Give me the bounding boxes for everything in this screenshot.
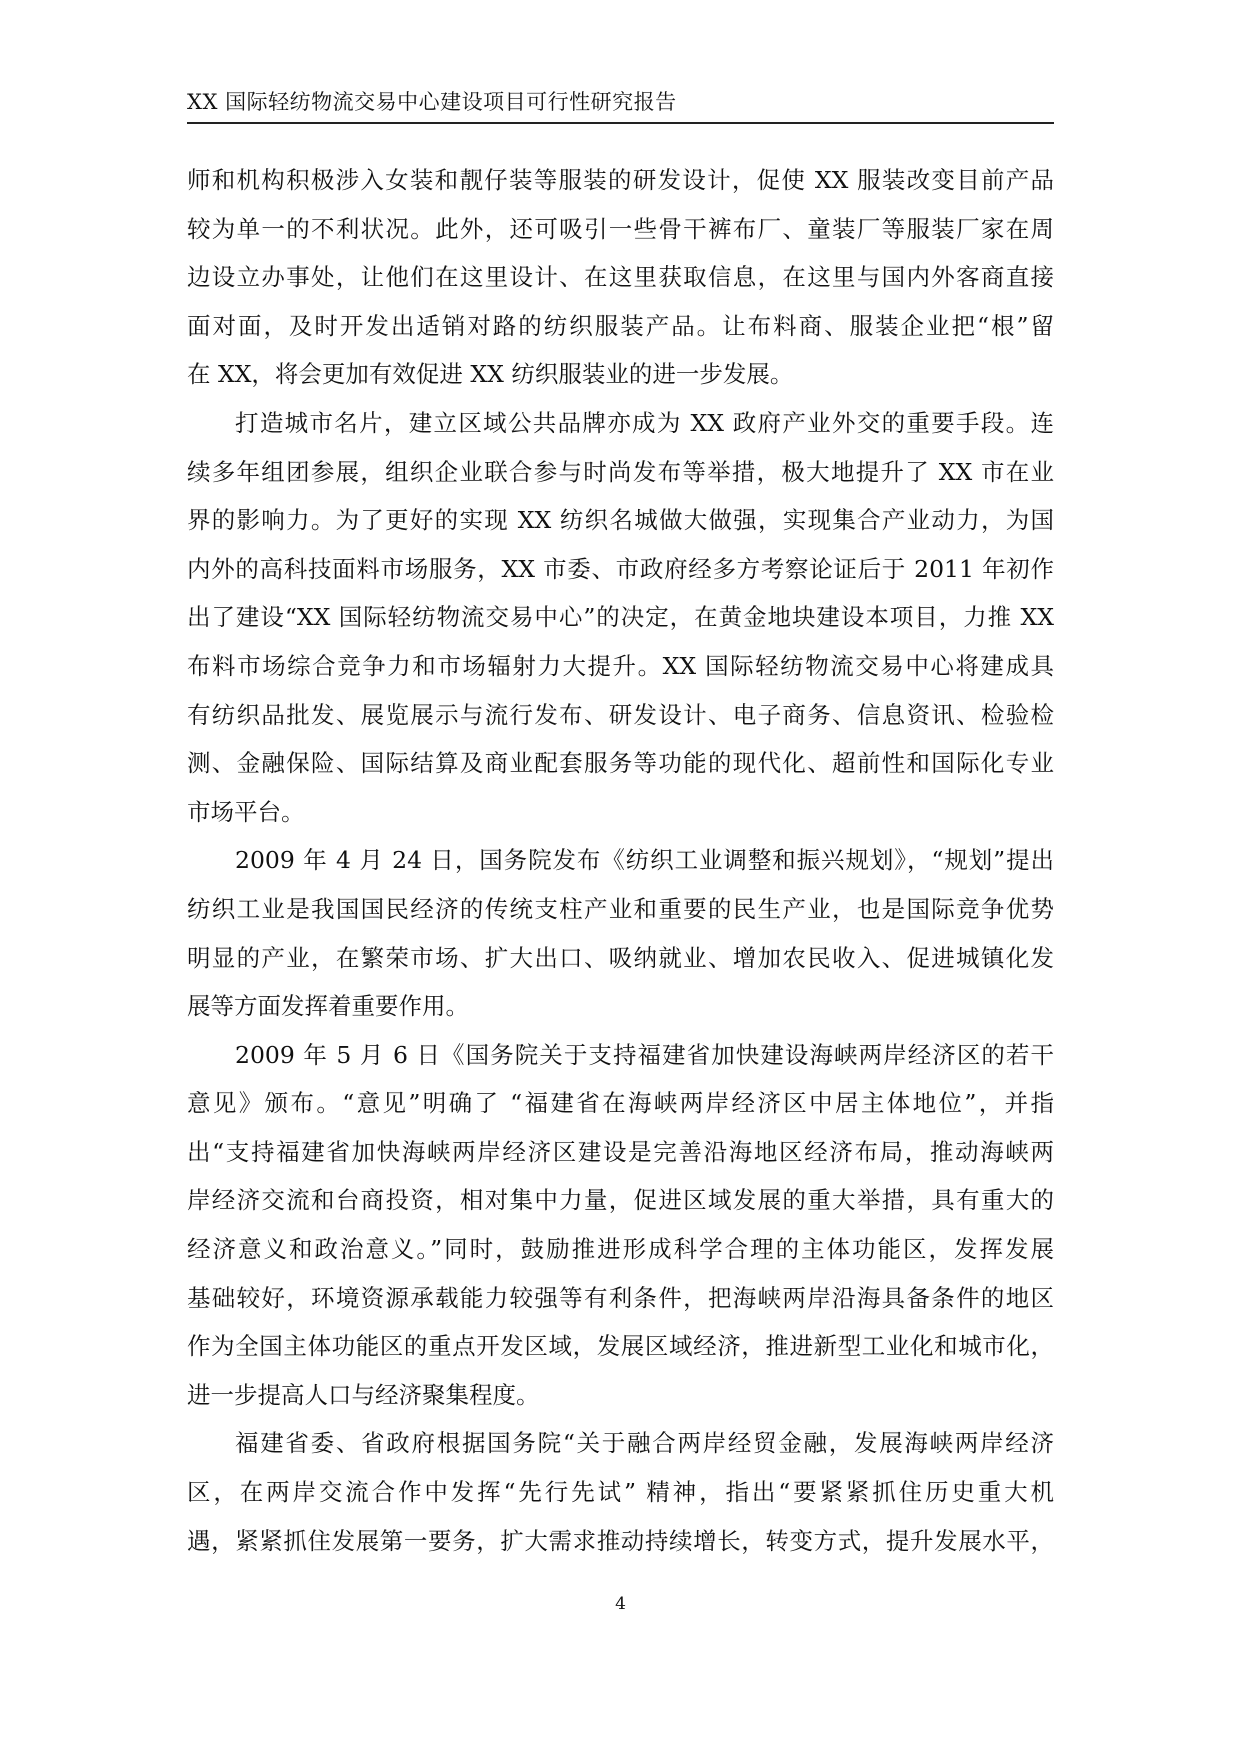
paragraph-line: 在 XX，将会更加有效促进 XX 纺织服装业的进一步发展。 <box>187 360 794 389</box>
paragraph-line: 有纺织品批发、展览展示与流行发布、研发设计、电子商务、信息资讯、检验检 <box>187 700 1054 729</box>
paragraph-line: 出“支持福建省加快海峡两岸经济区建设是完善沿海地区经济布局，推动海峡两 <box>187 1137 1054 1166</box>
paragraph-line: 面对面，及时开发出适销对路的纺织服装产品。让布料商、服装企业把“根”留 <box>187 311 1054 340</box>
paragraph-line: 作为全国主体功能区的重点开发区域，发展区域经济，推进新型工业化和城市化， <box>187 1332 1054 1361</box>
paragraph-line: 进一步提高人口与经济聚集程度。 <box>187 1380 540 1409</box>
paragraph-2 <box>187 399 1054 836</box>
paragraph-line: 展等方面发挥着重要作用。 <box>187 992 469 1021</box>
paragraph-line: 经济意义和政治意义。”同时，鼓励推进形成科学合理的主体功能区，发挥发展 <box>187 1235 1054 1264</box>
paragraph-4 <box>187 1031 1054 1420</box>
paragraph-line: 区，在两岸交流合作中发挥“先行先试” 精神，指出“要紧紧抓住历史重大机 <box>187 1478 1054 1507</box>
paragraph-line: 界的影响力。为了更好的实现 XX 纺织名城做大做强，实现集合产业动力，为国 <box>187 506 1054 535</box>
paragraph-line: 师和机构积极涉入女装和靓仔装等服装的研发设计，促使 XX 服装改变目前产品 <box>187 166 1054 194</box>
paragraph-line: 纺织工业是我国国民经济的传统支柱产业和重要的民生产业，也是国际竞争优势 <box>187 894 1054 923</box>
paragraph-line: 意见》颁布。“意见”明确了 “福建省在海峡两岸经济区中居主体地位”，并指 <box>187 1089 1054 1118</box>
paragraph-line: 福建省委、省政府根据国务院“关于融合两岸经贸金融，发展海峡两岸经济 <box>235 1429 1054 1458</box>
paragraph-5 <box>187 1419 1054 1565</box>
paragraph-line: 较为单一的不利状况。此外，还可吸引一些骨干裤布厂、童装厂等服装厂家在周 <box>187 214 1054 243</box>
paragraph-line: 测、金融保险、国际结算及商业配套服务等功能的现代化、超前性和国际化专业 <box>187 749 1054 778</box>
paragraph-line: 市场平台。 <box>187 797 305 826</box>
paragraph-line: 出了建设“XX 国际轻纺物流交易中心”的决定，在黄金地块建设本项目，力推 XX <box>187 603 1054 632</box>
paragraph-line: 遇，紧紧抓住发展第一要务，扩大需求推动持续增长，转变方式，提升发展水平， <box>187 1526 1054 1555</box>
paragraph-line: 明显的产业，在繁荣市场、扩大出口、吸纳就业、增加农民收入、促进城镇化发 <box>187 943 1054 972</box>
paragraph-line: 内外的高科技面料市场服务，XX 市委、市政府经多方考察论证后于 2011 年初作 <box>187 554 1054 583</box>
paragraph-line: 边设立办事处，让他们在这里设计、在这里获取信息，在这里与国内外客商直接 <box>187 263 1054 292</box>
page-header <box>187 84 1054 124</box>
paragraph-line: 2009 年 4 月 24 日，国务院发布《纺织工业调整和振兴规划》，“规划”提出 <box>235 846 1054 875</box>
page-number: 4 <box>615 1594 626 1614</box>
paragraph-3 <box>187 836 1054 1030</box>
document-body <box>187 156 1054 1565</box>
paragraph-line: 布料市场综合竞争力和市场辐射力大提升。XX 国际轻纺物流交易中心将建成具 <box>187 651 1054 680</box>
header-title: XX 国际轻纺物流交易中心建设项目可行性研究报告 <box>187 90 677 114</box>
paragraph-line: 续多年组团参展，组织企业联合参与时尚发布等举措，极大地提升了 XX 市在业 <box>187 457 1054 486</box>
paragraph-line: 2009 年 5 月 6 日《国务院关于支持福建省加快建设海峡两岸经济区的若干 <box>235 1040 1054 1069</box>
paragraph-line: 打造城市名片，建立区域公共品牌亦成为 XX 政府产业外交的重要手段。连 <box>235 408 1054 437</box>
paragraph-line: 基础较好，环境资源承载能力较强等有利条件，把海峡两岸沿海具备条件的地区 <box>187 1283 1054 1312</box>
paragraph-1 <box>187 156 1054 399</box>
paragraph-line: 岸经济交流和台商投资，相对集中力量，促进区域发展的重大举措，具有重大的 <box>187 1186 1054 1215</box>
